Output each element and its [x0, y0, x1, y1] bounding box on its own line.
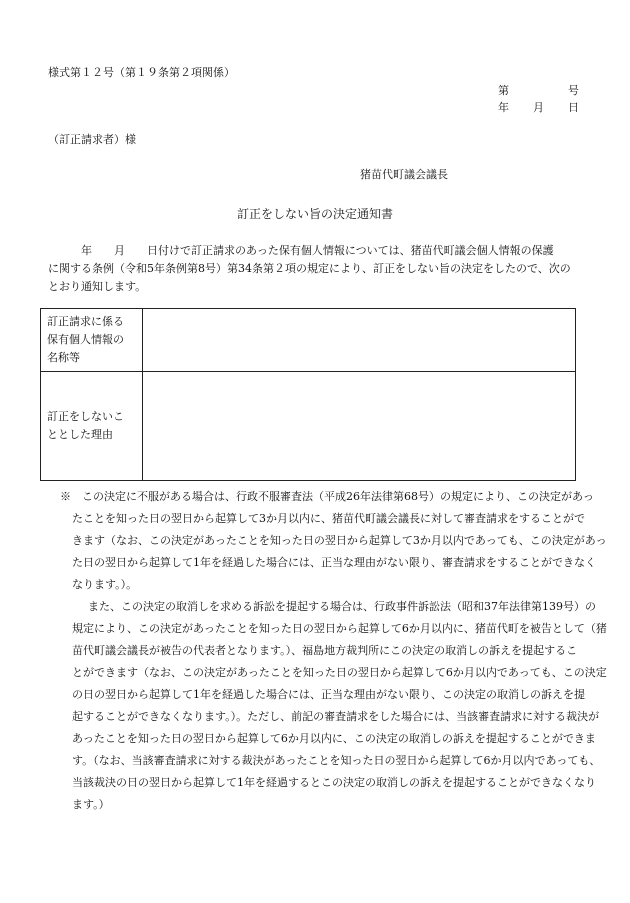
table-label-line: 訂正をしないこ — [47, 410, 124, 423]
notes-section — [48, 486, 607, 816]
note-line: 起することができなくなります。）。ただし、前記の審査請求をした場合には、当該審査請求に対する裁決が — [72, 710, 600, 723]
table-label-line: 保有個人情報の — [47, 333, 124, 346]
info-table — [40, 308, 576, 481]
intro-paragraph — [48, 242, 588, 296]
note-line: きます（なお、この決定があったことを知った日の翌日から起算して3か月以内であっても、この決定があっ — [72, 534, 607, 547]
table-label-cell — [41, 372, 143, 481]
table-label-line: ととした理由 — [47, 428, 113, 441]
note-line: 規定により、この決定があったことを知った日の翌日から起算して6か月以内に、猪苗代町を被告として（猪 — [72, 622, 607, 635]
note-line: す。（なお、当該審査請求に対する裁決があったことを知った日の翌日から起算して6か月以内であっても、 — [72, 754, 601, 767]
sender: 猪苗代町議会議長 — [360, 168, 448, 181]
note-line: ます。） — [72, 798, 110, 811]
table-label-line: 名称等 — [47, 351, 80, 364]
note-line: とができます（なお、この決定があったことを知った日の翌日から起算して6か月以内であっても、この決定 — [72, 666, 607, 679]
form-number: 様式第１２号（第１９条第２項関係） — [48, 66, 235, 79]
intro-line: とおり通知します。 — [48, 280, 147, 293]
date-day: 日 — [568, 101, 579, 114]
document-number-prefix: 第 — [498, 84, 509, 97]
note-line: 苗代町議会議長が被告の代表者となります。）、福島地方裁判所にこの決定の取消しの訴えを提起するこ — [72, 644, 578, 657]
note-line: たことを知った日の翌日から起算して3か月以内に、猪苗代町議会議長に対して審査請求をすることがで — [72, 512, 585, 525]
note-line: また、この決定の取消しを求める訴訟を提起する場合は、行政事件訴訟法（昭和37年法律第139号）の — [88, 600, 596, 613]
date-month: 月 — [533, 101, 544, 114]
note-line: の日の翌日から起算して1年を経過した場合には、正当な理由がない限り、この決定の取消しの訴えを提 — [72, 688, 585, 701]
table-row — [41, 372, 576, 481]
note-line: た日の翌日から起算して1年を経過した場合には、正当な理由がない限り、審査請求をすることができなく — [72, 556, 596, 569]
note-line: なります。）。 — [72, 578, 138, 591]
addressee: （訂正請求者）様 — [48, 133, 136, 146]
note-line: あったことを知った日の翌日から起算して6か月以内に、この決定の取消しの訴えを提起することができま — [72, 732, 596, 745]
document-title: 訂正をしない旨の決定通知書 — [236, 207, 393, 221]
intro-line: に関する条例（令和5年条例第8号）第34条第２項の規定により、訂正をしない旨の決定をしたので、次の — [48, 262, 571, 275]
note-line: 当該裁決の日の翌日から起算して1年を経過するとこの決定の取消しの訴えを提起することができなくなり — [72, 776, 596, 789]
table-row — [41, 309, 576, 372]
table-value-cell[interactable] — [143, 372, 576, 481]
table-label-cell — [41, 309, 143, 372]
document-number-suffix: 号 — [568, 84, 579, 97]
intro-line: 年 月 日付けで訂正請求のあった保有個人情報については、猪苗代町議会個人情報の保護 — [48, 244, 554, 257]
note-line: ※ この決定に不服がある場合は、行政不服審査法（平成26年法律第68号）の規定により、この決定があっ — [60, 490, 594, 503]
table-value-cell[interactable] — [143, 309, 576, 372]
date-year: 年 — [498, 101, 509, 114]
table-label-line: 訂正請求に係る — [47, 315, 124, 328]
